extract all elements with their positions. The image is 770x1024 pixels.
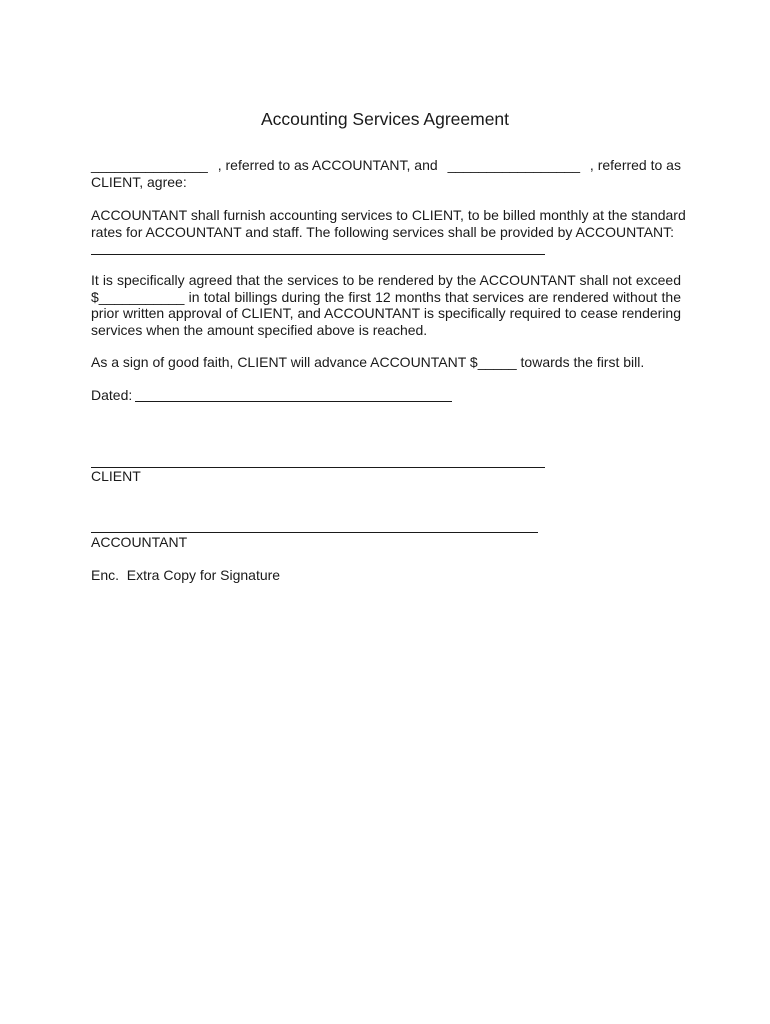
parties-paragraph (91, 157, 681, 190)
limit-line-4: services when the amount specified above is reached. (91, 321, 428, 338)
services-rule (91, 254, 545, 255)
accountant-signature-label: ACCOUNTANT (91, 534, 188, 550)
limit-paragraph (91, 272, 681, 338)
enclosure-note: Enc. Extra Copy for Signature (91, 567, 281, 583)
parties-mid-text: , referred to as ACCOUNTANT, and (217, 157, 438, 173)
parties-line-2: CLIENT, agree: (91, 173, 187, 190)
client-signature-rule (91, 467, 545, 468)
parties-end-text: , referred to as (589, 157, 681, 173)
limit-line-3: prior written approval of CLIENT, and ACCOUNTANT is specifically required to cease rendering (91, 305, 681, 321)
services-line-2: rates for ACCOUNTANT and staff. The following services shall be provided by ACCOUNTANT: (91, 223, 675, 240)
limit-line-1: It is specifically agreed that the services to be rendered by the ACCOUNTANT shall not exceed (91, 272, 681, 288)
dated-label: Dated: (91, 387, 133, 403)
limit-line-2: $___________ in total billings during the first 12 months that services are rendered without the (91, 288, 681, 305)
accountant-signature-rule (91, 532, 538, 533)
document-title: Accounting Services Agreement (260, 109, 510, 129)
accountant-name-blank: _______________ (91, 157, 208, 173)
client-name-blank: _________________ (447, 157, 580, 173)
services-line-1: ACCOUNTANT shall furnish accounting services to CLIENT, to be billed monthly at the standard (91, 207, 686, 223)
advance-sentence: As a sign of good faith, CLIENT will advance ACCOUNTANT $_____ towards the first bill. (91, 354, 645, 370)
services-paragraph (91, 207, 686, 240)
parties-line-1 (91, 157, 681, 174)
dated-rule (135, 401, 452, 402)
client-signature-label: CLIENT (91, 468, 141, 484)
